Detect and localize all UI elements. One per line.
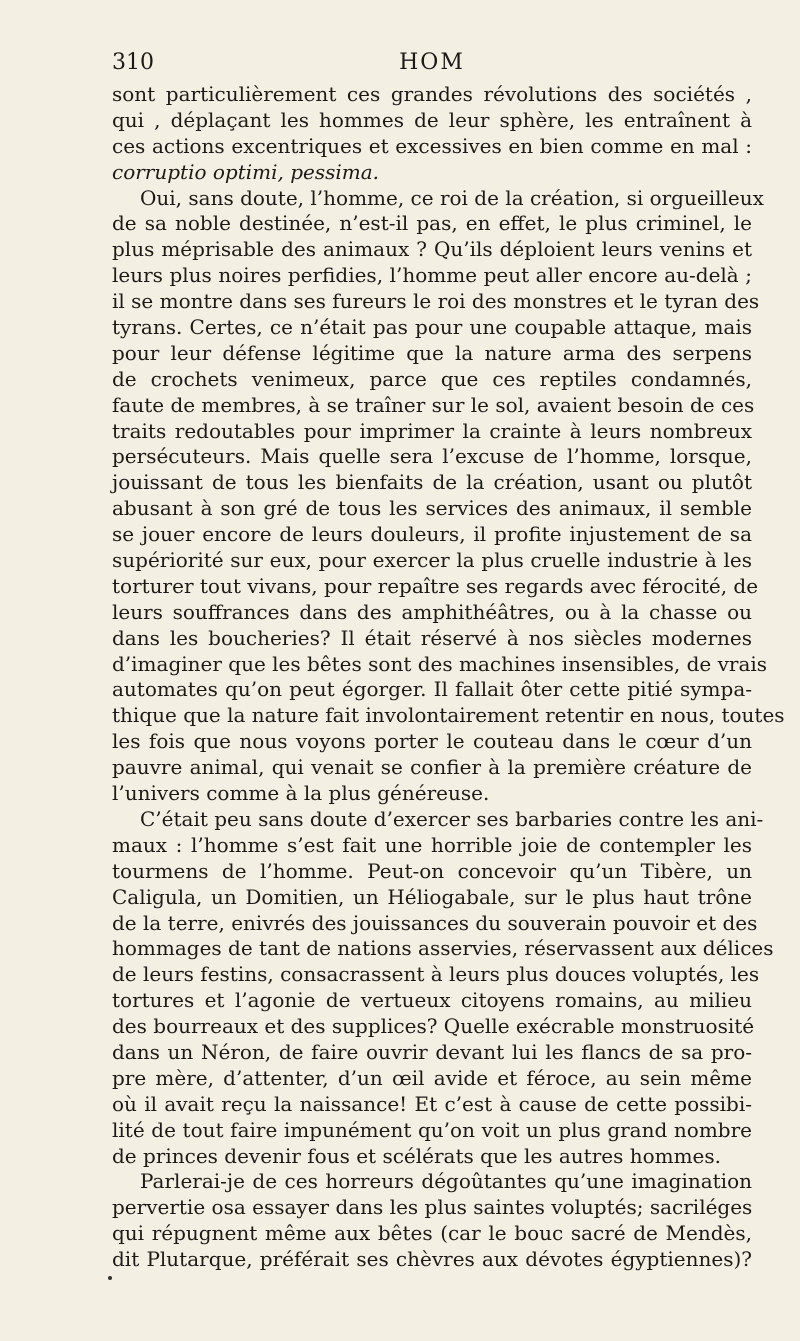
text-line: abusant à son gré de tous les services des animaux, il semble: [112, 496, 752, 521]
text-line: leurs souffrances dans des amphithéâtres, ou à la chasse ou: [112, 599, 752, 624]
text-line: dit Plutarque, préférait ses chèvres aux dévotes égyptiennes)?: [112, 1247, 752, 1272]
page-header: [112, 50, 752, 80]
text-line: pre mère, d’attenter, d’un œil avide et féroce, au sein même: [112, 1065, 752, 1090]
text-line: leurs plus noires perfidies, l’homme peut aller encore au-delà ;: [112, 263, 752, 288]
text-line: pour leur défense légitime que la nature arma des serpens: [112, 340, 752, 365]
text-line: sont particulièrement ces grandes révolutions des sociétés ,: [112, 82, 752, 106]
text-line: Parlerai-je de ces horreurs dégoûtantes qu’une imagination: [140, 1169, 752, 1194]
text-line: persécuteurs. Mais quelle sera l’excuse de l’homme, lorsque,: [112, 444, 752, 469]
text-line: de crochets venimeux, parce que ces reptiles condamnés,: [112, 366, 752, 391]
text-line: se jouer encore de leurs douleurs, il profite injustement de sa: [112, 522, 752, 547]
text-line: torturer tout vivans, pour repaître ses regards avec férocité, de: [112, 573, 759, 598]
text-line: plus méprisable des animaux ? Qu’ils déploient leurs venins et: [112, 237, 752, 262]
text-line: où il avait reçu la naissance! Et c’est à cause de cette possibi-: [112, 1091, 752, 1116]
text-line: dans un Néron, de faire ouvrir devant lui les flancs de sa pro-: [112, 1039, 752, 1064]
text-line: de la terre, enivrés des jouissances du souverain pouvoir et des: [112, 910, 758, 935]
text-line: jouissant de tous les bienfaits de la création, usant ou plutôt: [112, 470, 752, 495]
text-line: tourmens de l’homme. Peut-on concevoir qu’un Tibère, un: [112, 858, 752, 883]
running-head: HOM: [399, 50, 465, 75]
text-line: qui , déplaçant les hommes de leur sphère, les entraînent à: [112, 107, 752, 132]
text-line: supériorité sur eux, pour exercer la plus cruelle industrie à les: [112, 548, 752, 573]
text-line: des bourreaux et des supplices? Quelle exécrable monstruosité: [112, 1014, 755, 1039]
text-line: Caligula, un Domitien, un Héliogabale, sur le plus haut trône: [112, 884, 752, 909]
text-line: de princes devenir fous et scélérats que les autres hommes.: [112, 1143, 722, 1168]
body-text: [112, 82, 785, 1273]
text-line: corruptio optimi, pessima.: [112, 159, 380, 184]
text-line: de leurs festins, consacrassent à leurs plus douces voluptés, les: [112, 962, 760, 987]
text-line: d’imaginer que les bêtes sont des machines insensibles, de vrais: [112, 651, 768, 676]
text-line: dans les boucheries? Il était réservé à nos siècles modernes: [112, 625, 752, 650]
text-line: C’était peu sans doute d’exercer ses barbaries contre les ani-: [140, 806, 764, 831]
text-line: il se montre dans ses fureurs le roi des monstres et le tyran des: [112, 289, 760, 314]
text-line: les fois que nous voyons porter le couteau dans le cœur d’un: [112, 729, 752, 754]
text-line: pauvre animal, qui venait se confier à la première créature de: [112, 755, 752, 780]
text-line: Oui, sans doute, l’homme, ce roi de la création, si orgueilleux: [140, 185, 764, 210]
text-line: faute de membres, à se traîner sur le sol, avaient besoin de ces: [112, 392, 755, 417]
text-line: pervertie osa essayer dans les plus saintes voluptés; sacriléges: [112, 1195, 753, 1220]
text-line: traits redoutables pour imprimer la crainte à leurs nombreux: [112, 418, 752, 443]
text-line: de sa noble destinée, n’est-il pas, en effet, le plus criminel, le: [112, 211, 752, 236]
text-line: lité de tout faire impunément qu’on voit un plus grand nombre: [112, 1117, 752, 1142]
text-line: automates qu’on peut égorger. Il fallait ôter cette pitié sympa-: [112, 677, 752, 702]
text-line: tortures et l’agonie de vertueux citoyens romains, au milieu: [112, 988, 752, 1013]
text-line: maux : l’homme s’est fait une horrible joie de contempler les: [112, 832, 752, 857]
page-number: 310: [112, 50, 154, 75]
text-line: tyrans. Certes, ce n’était pas pour une coupable attaque, mais: [112, 315, 752, 340]
text-line: hommages de tant de nations asservies, réservassent aux délices: [112, 936, 774, 961]
text-line: l’univers comme à la plus généreuse.: [112, 781, 490, 806]
text-line: ces actions excentriques et excessives en bien comme en mal :: [112, 133, 752, 158]
text-line: thique que la nature fait involontairement retentir en nous, toutes: [112, 703, 785, 728]
text-line: qui répugnent même aux bêtes (car le bouc sacré de Mendès,: [112, 1221, 752, 1246]
ink-dot: [108, 1276, 112, 1280]
